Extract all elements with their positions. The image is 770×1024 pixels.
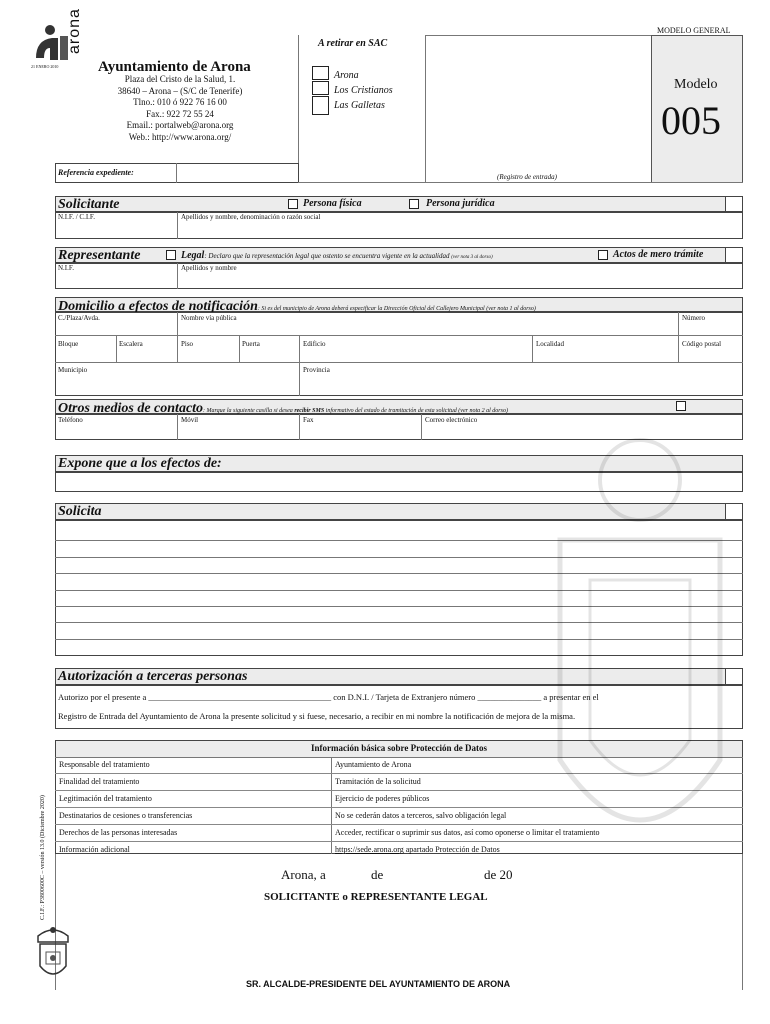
domicilio-note: : Si es del municipio de Arona deberá especificar la Dirección Oficial del Callejero Municipal (ver nota 1 al dorso) <box>257 306 536 312</box>
mero-tramite-checkbox[interactable] <box>598 250 608 260</box>
proteccion-row <box>55 825 743 842</box>
legal-note: (ver nota 3 al dorso) <box>451 255 493 260</box>
contacto-note-pre: : Marque la siguiente casilla si desea <box>203 408 295 414</box>
provincia-input[interactable] <box>301 375 743 395</box>
modelo-box <box>651 35 743 183</box>
row-value: No se cederán datos a terceros, salvo obligación legal <box>335 811 507 820</box>
correo-input[interactable] <box>423 424 743 440</box>
firma-de-1: de <box>371 867 384 882</box>
modelo-number: 005 <box>661 98 721 143</box>
autorizacion-title: Autorización a terceras personas <box>58 669 248 684</box>
nombre-via-label: Nombre vía pública <box>181 314 237 322</box>
row-value: Ejercicio de poderes públicos <box>335 794 430 803</box>
firma-solicitante: SOLICITANTE o REPRESENTANTE LEGAL <box>264 891 488 903</box>
firma-place: Arona, a <box>281 867 326 882</box>
autorizacion-line-1: Autorizo por el presente a ___________________________________________ con D.N.I. / Tarjeta de Extranjero número _______________ a presentar en el <box>58 692 599 702</box>
expone-title: Expone que a los efectos de: <box>58 456 222 471</box>
los-cristianos-option: Los Cristianos <box>334 85 393 96</box>
representante-title: Representante <box>58 248 141 263</box>
ref-expediente-label: Referencia expediente: <box>58 168 134 177</box>
movil-label: Móvil <box>181 416 199 424</box>
contacto-note-sms: recibir SMS <box>294 408 325 414</box>
contacto-title: Otros medios de contacto <box>58 401 204 416</box>
address-line: Fax.: 922 72 55 24 <box>146 108 214 119</box>
legal-declaration <box>181 250 493 261</box>
persona-fisica-label: Persona física <box>303 198 362 209</box>
representante-nif-input[interactable] <box>57 272 179 289</box>
bloque-label: Bloque <box>58 340 79 348</box>
contacto-note-post: informativo del estado de tramitación de esta solicitud (ver nota 2 al dorso) <box>324 408 508 414</box>
persona-juridica-checkbox[interactable] <box>409 199 419 209</box>
telefono-input[interactable] <box>57 424 179 440</box>
logo-caption: 21 ENERO 2010 <box>31 64 59 69</box>
proteccion-row <box>55 774 743 791</box>
legal-text: : Declaro que la representación legal que ostento se encuentra vigente en la actualidad <box>204 252 450 260</box>
rep-nif-label: N.I.F. <box>58 264 74 272</box>
expone-textarea[interactable] <box>57 473 743 494</box>
municipio-input[interactable] <box>57 375 299 395</box>
row-label: Derechos de las personas interesadas <box>59 828 178 837</box>
los-cristianos-checkbox[interactable] <box>312 81 329 95</box>
registro-entrada-label: (Registro de entrada) <box>497 173 558 181</box>
domicilio-title: Domicilio a efectos de notificación <box>58 299 258 314</box>
via-label: C./Plaza/Avda. <box>58 314 100 322</box>
movil-input[interactable] <box>179 424 301 440</box>
via-input[interactable] <box>57 322 179 336</box>
las-galletas-option: Las Galletas <box>334 100 385 111</box>
coat-of-arms-icon <box>32 924 74 991</box>
proteccion-row <box>55 842 743 858</box>
municipio-label: Municipio <box>58 366 88 374</box>
puerta-label: Puerta <box>242 340 260 348</box>
sms-checkbox[interactable] <box>676 401 686 411</box>
solicita-title: Solicita <box>58 504 102 519</box>
fax-input[interactable] <box>301 424 423 440</box>
section-side-box <box>725 668 743 685</box>
solicitante-nombre-input[interactable] <box>179 222 743 239</box>
autorizacion-line-2: Registro de Entrada del Ayuntamiento de Arona la presente solicitud y si fuese, necesario, a recibir en mi nombre la notificación de mejora de la misma. <box>58 711 576 721</box>
numero-input[interactable] <box>680 322 744 336</box>
representante-nombre-input[interactable] <box>179 272 743 289</box>
org-address <box>90 74 270 143</box>
address-line: Plaza del Cristo de la Salud, 1. <box>124 74 236 84</box>
persona-fisica-checkbox[interactable] <box>288 199 298 209</box>
nombre-via-input[interactable] <box>179 322 679 336</box>
proteccion-title: Información básica sobre Protección de Datos <box>311 743 487 753</box>
proteccion-row <box>55 791 743 808</box>
edificio-label: Edificio <box>303 340 326 348</box>
row-label: Responsable del tratamiento <box>59 760 150 769</box>
logo-text: arona <box>66 8 83 54</box>
fax-label: Fax <box>303 416 314 424</box>
arona-checkbox[interactable] <box>312 66 329 80</box>
solicita-textarea[interactable] <box>57 521 743 657</box>
legal-checkbox[interactable] <box>166 250 176 260</box>
las-galletas-checkbox[interactable] <box>312 96 329 115</box>
nif-label: N.I.F. / C.I.F. <box>58 213 95 221</box>
cp-label: Código postal <box>682 340 722 348</box>
rep-nombre-label: Apellidos y nombre <box>181 264 237 272</box>
solicitante-title: Solicitante <box>58 197 120 212</box>
ref-expediente-input[interactable] <box>178 165 300 182</box>
piso-label: Piso <box>181 340 194 348</box>
firma-de-2: de 20 <box>484 867 513 882</box>
mero-tramite-label: Actos de mero trámite <box>613 249 704 260</box>
section-side-box <box>725 503 743 520</box>
numero-label: Número <box>682 314 705 322</box>
row-value: Ayuntamiento de Arona <box>335 760 412 769</box>
proteccion-rows <box>55 757 743 858</box>
localidad-label: Localidad <box>536 340 564 348</box>
row-label: Finalidad del tratamiento <box>59 777 140 786</box>
arona-option: Arona <box>334 70 359 81</box>
section-side-box <box>725 247 743 263</box>
section-side-box <box>725 196 743 212</box>
modelo-general-label: MODELO GENERAL <box>657 26 731 35</box>
row-value: apartado Protección de Datos <box>403 845 500 854</box>
persona-juridica-label: Persona jurídica <box>426 198 495 209</box>
escalera-label: Escalera <box>119 340 143 348</box>
address-line: Email.: portalweb@arona.org <box>126 120 234 130</box>
address-line: 38640 – Arona – (S/C de Tenerife) <box>117 85 243 96</box>
destinatario: SR. ALCALDE-PRESIDENTE DEL AYUNTAMIENTO DE ARONA <box>246 979 511 989</box>
row-label: Información adicional <box>59 845 130 854</box>
row-label: Legitimación del tratamiento <box>59 794 152 803</box>
retirar-label: A retirar en SAC <box>318 38 388 49</box>
address-line: Web.: http://www.arona.org/ <box>128 131 232 142</box>
side-version-text: C.I.F.: P3800600C – versión 13.0 (Diciembre 2020) <box>40 795 46 920</box>
proteccion-row <box>55 808 743 825</box>
row-label: Destinatarios de cesiones o transferencias <box>59 811 193 820</box>
legal-label: Legal <box>181 250 205 261</box>
provincia-label: Provincia <box>303 366 330 374</box>
sede-link[interactable]: https://sede.arona.org <box>335 845 404 854</box>
row-value: Tramitación de la solicitud <box>335 777 421 786</box>
org-name: Ayuntamiento de Arona <box>98 59 251 75</box>
correo-label: Correo electrónico <box>425 416 478 424</box>
proteccion-row <box>55 757 743 774</box>
address-line: Tlno.: 010 ó 922 76 16 00 <box>133 97 227 107</box>
row-value: Acceder, rectificar o suprimir sus datos, así como oponerse o limitar el tratamiento <box>335 828 600 837</box>
solicitante-nif-input[interactable] <box>57 222 179 239</box>
telefono-label: Teléfono <box>58 416 83 424</box>
modelo-label: Modelo <box>674 77 718 92</box>
nombre-label: Apellidos y nombre, denominación o razón social <box>181 213 321 221</box>
